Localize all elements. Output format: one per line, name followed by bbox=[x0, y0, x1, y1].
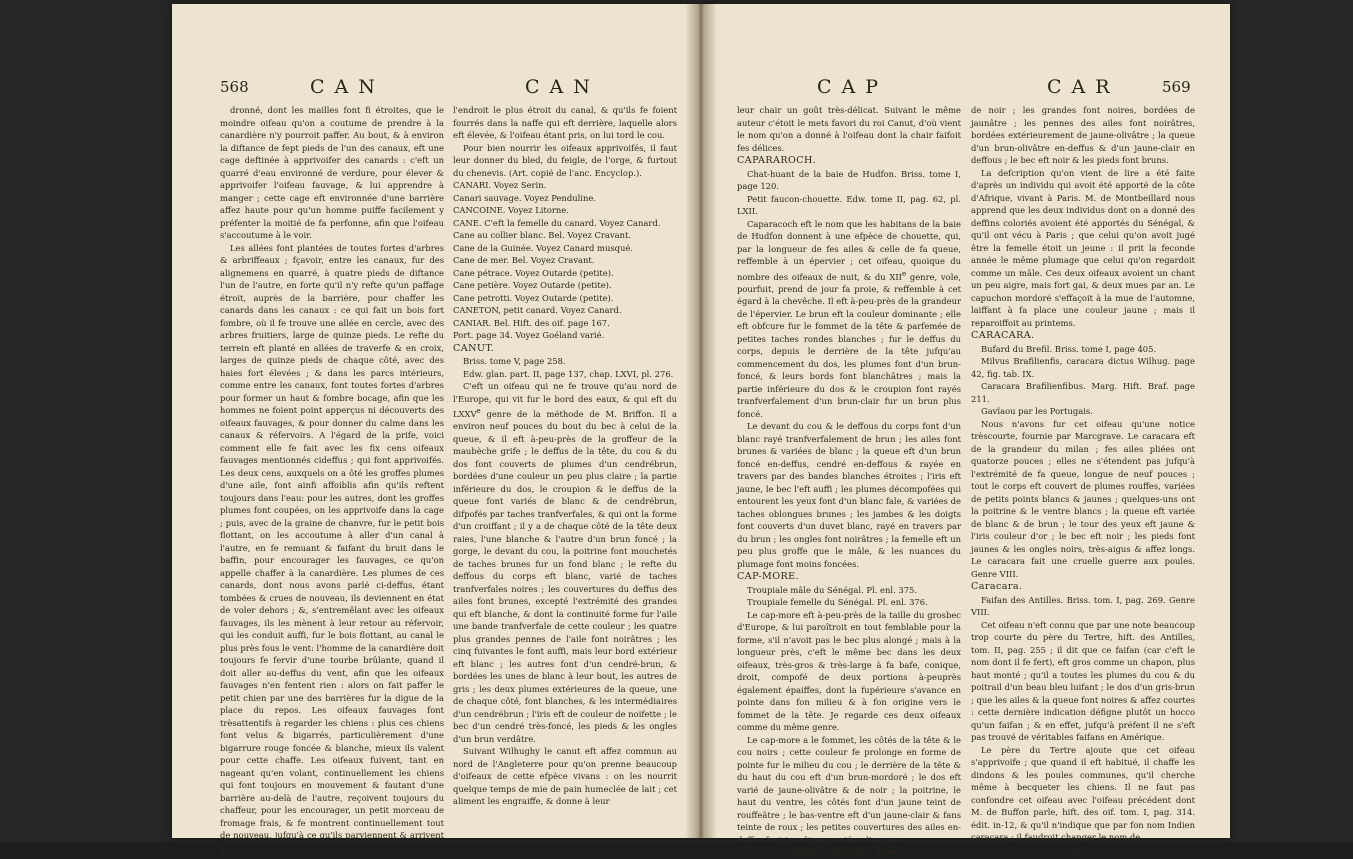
paragraph: Edw. glan. part. II, page 137, chap. LXVI, pl. 276. bbox=[463, 368, 674, 379]
right-page-number: 569 bbox=[1162, 78, 1191, 96]
section-title: Caracara. bbox=[971, 581, 1023, 592]
entry-ref: CANCOINE. Voyez Litorne. bbox=[453, 205, 569, 215]
paragraph: dronné, dont les mailles font fi étroites, que le moindre oifeau qu'on a coutume de prendre à la canardière n'y pourroit paffer. Au bout, & à environ la diftance de fept pieds de l'un des canaux, eft une cage deftinée à apprivoifer des canards : c'eft un quarré d'eau environné de verdure, pour élever & apprivoifer l'oifeau fauvage, & lui apprendre à manger ; cette cage eft environnée d'une barrière affez haute pour qu'un homme puiffe facilement y préfenter la moitié de fa perfonne, afin que l'oifeau s'accoutume à le voir. bbox=[220, 105, 444, 240]
left-page-header bbox=[172, 76, 685, 102]
section-title: CANUT. bbox=[453, 342, 495, 354]
paragraph: l'endroit le plus étroit du canal, & qu'ils fe foient fourrés dans la naffe qui eft derrière, laquelle alors eft élevée, & l'oifeau étant pris, on lui tord le cou. bbox=[453, 105, 677, 140]
paragraph: Troupiale femelle du Sénégal. Pl. enl. 376. bbox=[747, 597, 928, 608]
book-gutter bbox=[685, 4, 717, 838]
right-page bbox=[717, 4, 1230, 858]
left-page-column-1 bbox=[220, 104, 444, 853]
section-title: CAP-MORE. bbox=[737, 571, 800, 583]
paragraph: Caparacoch eft le nom que les habitans de la baie de Hudfon donnent à une efpèce de chouette, qui, par la longueur de fes ailes & celle de fa queue, reffemble à un épervier ; cet oifeau, quoique du nombre des oifeaux de nuit, & du XIIe genre, vole, pourfuit, prend de jour fa proie, & reffemble à cet égard à la chevêche. Il eft à-peu-près de la grandeur de l'épervier. Le brun eft la couleur dominante ; elle eft obfcure fur le fommet de la tête & parfemée de petites taches rondes blanches ; fur le deffus du corps, depuis le derrière de la tête jufqu'au commencement du dos, les plumes font d'un brun-foncé, & leurs bords font blanchâtres ; mais la partie inférieure du dos & le croupion font rayés tranfverfalement d'un brun-clair fur un brun plus foncé. bbox=[737, 218, 962, 419]
paragraph: Le père du Tertre ajoute que cet oifeau s'apprivoife ; que quand il eft habitué, il chaffe les dindons & les poules communes, qu'il cherche même à becqueter les chiens. Il ne faut pas confondre cet oifeau avec l'oifeau précédent dont M. de Buffon parle, hift. des oif. tom. I, pag. 314. édit. in-12, & qu'il n'indique que par fon nom Indien caracara ; il faudroit changer le nom de bbox=[971, 744, 1195, 842]
paragraph: C'eft un oifeau qui ne fe trouve qu'au nord de l'Europe, qui vit fur le bord des eaux, & qui eft du LXXVe genre de la méthode de M. Briffon. Il a environ neuf pouces du bout du bec à celui de la queue, & il eft à-peu-près de la groffeur de la maubèche grife ; le deffus de la tête, du cou & du dos font couverts de plumes d'un cendrébrun, bordées d'une couleur un peu plus claire ; la partie inférieure du dos, le croupion & le deffus de la queue font variés de blanc & de cendrébrun, difpofés par taches tranfverfales, & qui ont la forme d'un croiffant ; il y a de chaque côté de la tête deux raies, l'une blanche & l'autre d'un brun foncé ; la gorge, le devant du cou, la poitrine font mouchetés de taches brunes fur un fond blanc ; le refte du deffous du corps eft blanc, varié de taches tranfverfales noires ; les couvertures du deffus des ailes font brunes, excepté l'extrémité des grandes qui eft blanche, & dont la continuité forme fur l'aile une bande tranfverfale de cette couleur ; les quatre plus grandes pennes de l'aile font noirâtres ; les cinq fuivantes le font auffi, mais leur bord extérieur eft blanc ; les autres font d'un cendré-brun, & bordées les unes de blanc à leur bout, les autres de gris ; les deux plumes extérieures de la queue, une de chaque côté, font blanches, & les intermédiaires d'un cendrébrun ; l'iris eft de couleur de noifette ; le bec d'un cendré très-foncé, les pieds & les ongles d'un brun verdâtre. bbox=[453, 381, 677, 744]
right-running-head-left: CAP bbox=[817, 76, 889, 98]
paragraph: Le cap-more eft à-peu-près de la taille du grosbec d'Europe, & lui paroîtroit en tout femblable pour la forme, s'il n'avoit pas le bec plus alongé ; mais à la longueur près, c'eft le même bec dans les deux oifeaux, très-gros & très-large à fa bafe, conique, droit, compofé de deux portions à-peuprès également épaiffes, dont la fupérieure s'avance en pointe dans fon milieu & à fon origine vers le fommet de la tête. Je regarde ces deux oifeaux comme du même genre. bbox=[737, 609, 961, 733]
paragraph: Chat-huant de la baie de Hudfon. Briss. tome I, page 120. bbox=[737, 168, 961, 191]
paragraph: Le devant du cou & le deffous du corps font d'un blanc rayé tranfverfalement de brun ; les ailes font brunes & variées de blanc ; la queue eft d'un brun foncé en-deffus, cendré en-deffous & rayée en travers par des bandes blanches étroites ; l'iris eft jaune, le bec l'eft auffi ; les plumes décompofées qui entourent les yeux font d'un blanc fale, & variées de taches oblongues brunes ; les jambes & les doigts font couverts d'un duvet blanc, rayé en travers par du brun ; les ongles font noirâtres ; la femelle eft un peu plus groffe que le mâle, & les nuances du plumage font moins foncées. bbox=[737, 421, 961, 569]
left-running-head: CAN bbox=[310, 76, 385, 98]
section-title: CARACARA. bbox=[971, 330, 1035, 341]
paragraph: Petit faucon-chouette. Edw. tome II, pag. 62, pl. LXII. bbox=[737, 193, 961, 216]
entry-ref: Canari sauvage. Voyez Penduline. bbox=[453, 192, 596, 203]
entry-ref: Cane au collier blanc. Bel. Voyez Cravant. bbox=[453, 230, 632, 240]
entry-ref: Cane de la Guinée. Voyez Canard musqué. bbox=[453, 242, 634, 253]
left-running-head-col2: CAN bbox=[525, 76, 600, 98]
entry-ref: CANIAR. Bel. Hift. des oif. page 167. bbox=[453, 317, 610, 328]
paragraph: leur chair un goût très-délicat. Suivant le même auteur c'étoit le mets favori du roi Canut, d'où vient le nom qu'on a donné à l'oifeau dont la chair faifoit fes délices. bbox=[737, 105, 961, 153]
paragraph: de noir ; les grandes font noires, bordées de jaunâtre ; les pennes des ailes font noirâtres, bordées extérieurement de jaune-olivâtre ; la queue d'un brun-olivâtre en-deffus & d'un jaune-clair en deffous ; le bec eft noir & les pieds font bruns. bbox=[971, 105, 1195, 165]
left-page-number: 568 bbox=[220, 78, 249, 96]
right-page-column-1 bbox=[737, 104, 962, 858]
paragraph: La defcription qu'on vient de lire a été faite d'après un individu qui avoit été apporté de la côte d'Afrique, vivant à Paris. M. de Montbeillard nous apprend que les deux individus dont on a donné des deffins coloriés avoient été apportés du Sénégal, & qu'il ont vécu à Paris ; que celui qu'on avoit jugé être la femelle étoit un jeune : il prit la feconde année le même plumage que celui qu'on regardoit comme un mâle. Ces deux oifeaux avoient un chant un peu aigre, mais fort gai, & deux mues par an. Le capuchon mordoré s'effaçoit à la mue de l'automne, laiffant à fa place une couleur jaune ; mais il reparoiffoit au printems. bbox=[971, 167, 1195, 328]
page-footer: Hiftoire Naturelle. Tome I. bbox=[792, 847, 906, 858]
entry-ref: CANE. C'eft la femelle du canard. Voyez Canard. bbox=[453, 217, 661, 228]
paragraph: Bufard du Brefil. Briss. tome I, page 405. bbox=[981, 343, 1157, 354]
paragraph: Gavïaou par les Portugais. bbox=[981, 406, 1093, 416]
paragraph: Nous n'avons fur cet oifeau qu'une notice trèscourte, fournie par Marcgrave. Le caracara eft de la grandeur du milan ; fes ailes pliées ont quatorze pouces ; elles ne s'étendent pas jufqu'à l'extrémité de fa queue, longue de neuf pouces ; tout le corps eft couvert de plumes rouffes, variées de petits points blancs & jaunes ; quelques-uns ont la poitrine & le ventre blancs ; la queue eft variée de blanc & de brun ; le tour des yeux eft jaune & l'iris couleur d'or ; le bec eft noir ; les pieds font jaunes & les ongles noirs, très-aigus & affez longs. Le caracara fait une cruelle guerre aux poules. Genre VIII. bbox=[971, 418, 1195, 579]
book-spread bbox=[172, 4, 1230, 858]
right-page-header bbox=[717, 76, 1230, 102]
entry-ref: Cane petrotti. Voyez Outarde (petite). bbox=[453, 292, 614, 303]
section-title: CAPARAROCH. bbox=[737, 155, 817, 166]
paragraph: Suivant Wilhughy le canut eft affez commun au nord de l'Angleterre pour qu'on prenne beaucoup d'oifeaux de cette efpèce vivans : on les nourrit quelque temps de mie de pain humeclée de lait ; cet aliment les engraiffe, & donne à leur bbox=[453, 746, 677, 807]
paragraph: Troupiale mâle du Sénégal. Pl. enl. 375. bbox=[747, 584, 918, 595]
paragraph: Milvus Brafilienfis, caracara dictus Wilhug. page 42, fig. tab. IX. bbox=[971, 356, 1195, 379]
left-page bbox=[172, 4, 685, 853]
paragraph: Pour bien nourrir les oifeaux apprivoifés, il faut leur donner du bled, du feigle, de l'orge, & furtout du chenevis. (Art. copié de l'anc. Encyclop.). bbox=[453, 142, 677, 178]
entry-ref: Cane de mer. Bel. Voyez Cravant. bbox=[453, 255, 595, 265]
paragraph: Faifan des Antilles. Briss. tom. I, pag. 269. Genre VIII. bbox=[971, 594, 1195, 617]
entry-ref: CANARI. Voyez Serin. bbox=[453, 180, 547, 190]
paragraph: Les allées font plantées de toutes fortes d'arbres & arbriffeaux ; fçavoir, entre les canaux, fur des alignemens en quarré, à quatre pieds de diftance l'un de l'autre, en forte qu'il n'y refte qu'un paffage étroit, auprès de la barrière, pour chaffer les canards dans les canaux : ce qui fait un bois fort fombre, où il fe trouve une allée en cercle, avec des arbres fruitiers, large de quinze pieds. Le refte du terrein eft planté en allées de traverfe & en croix, larges de quinze pieds de chaque côté, avec des haies fort élevées ; & dans les parcs intérieurs, comme entre les canaux, font toutes fortes d'arbres pour former un haut & fombre bocage, afin que les hommes ne foient point apperçus ni découverts des oifeaux fauvages, & pour donner du calme dans les canaux & réfervoirs. A l'égard de la prife, voici comment elle fe fait avec les fix cens oifeaux fauvages mentionnés cideffus ; qui font apprivoifés. Les deux cens, auxquels on a ôté les groffes plumes d'une aile, font ainfi affoiblis afin qu'ils reftent toujours dans l'eau: pour les autres, dont les groffes plumes font coupées, on les apprivoife dans la cage ; puis, avec de la graine de chanvre, fur le petit bois flottant, on les accoutume à aller d'un canal à l'autre, en fe remuant & faifant du bruit dans le baffin, pour encourager les fauvages, ce qu'on appelle chaffer à la canardière. Les plumes de ces canards, dont nous avons parlé ci-deffus, étant tombées & crues de nouveau, ils deviennent en état de voler dehors ; &, s'entremêlant avec les oifeaux fauvages, ils les mènent à leur retour au réfervoir, qui les conduit auffi, fur le bois flottant, au canal le plus près fous le vent: l'homme de la canardière doit toujours fe fervir d'une tourbe brûlante, quand il doit aller au-deffus du vent, afin que les oifeaux fauvages n'en fentent rien : alors on fait paffer le petit chien par une des barrières fur la digue de la place du repos. Les oifeaux fauvages font trèsattentifs à regarder les chiens : plus ces chiens font velus & bigarrés, particulièrement d'une bigarrure rouge foncée & blanche, mieux ils valent pour cette chaffe. Les oifeaux fuivent, tant en nageant qu'en volant, continuellement les chiens qui font toujours en mouvement & fautant d'une barrière au-delà de l'autre, reçoivent toujours du chaffeur, pour les encourager, un petit morceau de fromage frais, & fe montrent continuellement tout de nouveau, jufqu'à ce qu'ils parviennent & arrivent à bbox=[220, 242, 444, 853]
left-page-column-2 bbox=[453, 104, 677, 829]
entry-ref: Port. page 34. Voyez Goéland varié. bbox=[453, 330, 605, 340]
paragraph: Le cap-more a le fommet, les côtés de la tête & le cou noirs ; cette couleur fe prolonge en forme de pointe fur le milieu du cou ; le derrière de la tête & du haut du cou eft d'un brun-mordoré ; le dos eft varié de jaune-olivâtre & de noir ; la poitrine, le haut du ventre, les côtés font d'un jaune teint de rouffeâtre ; le bas-ventre eft d'un jaune-clair & fans teinte de roux ; les petites couvertures des ailes en-deffus font jaunâtres, variées d'un peu bbox=[737, 734, 961, 845]
paragraph: Briss. tome V, page 258. bbox=[463, 356, 566, 366]
entry-ref: Cane pétrace. Voyez Outarde (petite). bbox=[453, 267, 614, 278]
paragraph: Cet oifeau n'eft connu que par une note beaucoup trop courte du père du Tertre, hift. des Antilles, tom. II, pag. 255 ; il dit que ce faifan (car c'eft le nom dont il fe fert), eft gros comme un chapon, plus haut monté ; qu'il a toutes les plumes du cou & du poitrail d'un beau bleu luifant ; le dos d'un gris-brun ; que les ailes & la queue font noires & affez courtes : cette dernière indication défigne plutôt un hocco qu'un faifan ; & en effet, jufqu'à préfent il ne s'eft pas trouvé de véritables faifans en Amérique. bbox=[971, 619, 1195, 742]
right-running-head-right: CAR bbox=[1047, 76, 1120, 98]
entry-ref: Cane petière. Voyez Outarde (petite). bbox=[453, 280, 612, 290]
entry-ref: CANETON, petit canard. Voyez Canard. bbox=[453, 305, 622, 315]
paragraph: Caracara Brafilienfibus. Marg. Hift. Braf. page 211. bbox=[971, 381, 1195, 404]
signature-mark: Cccc bbox=[1072, 846, 1094, 857]
right-page-column-2 bbox=[971, 104, 1195, 857]
